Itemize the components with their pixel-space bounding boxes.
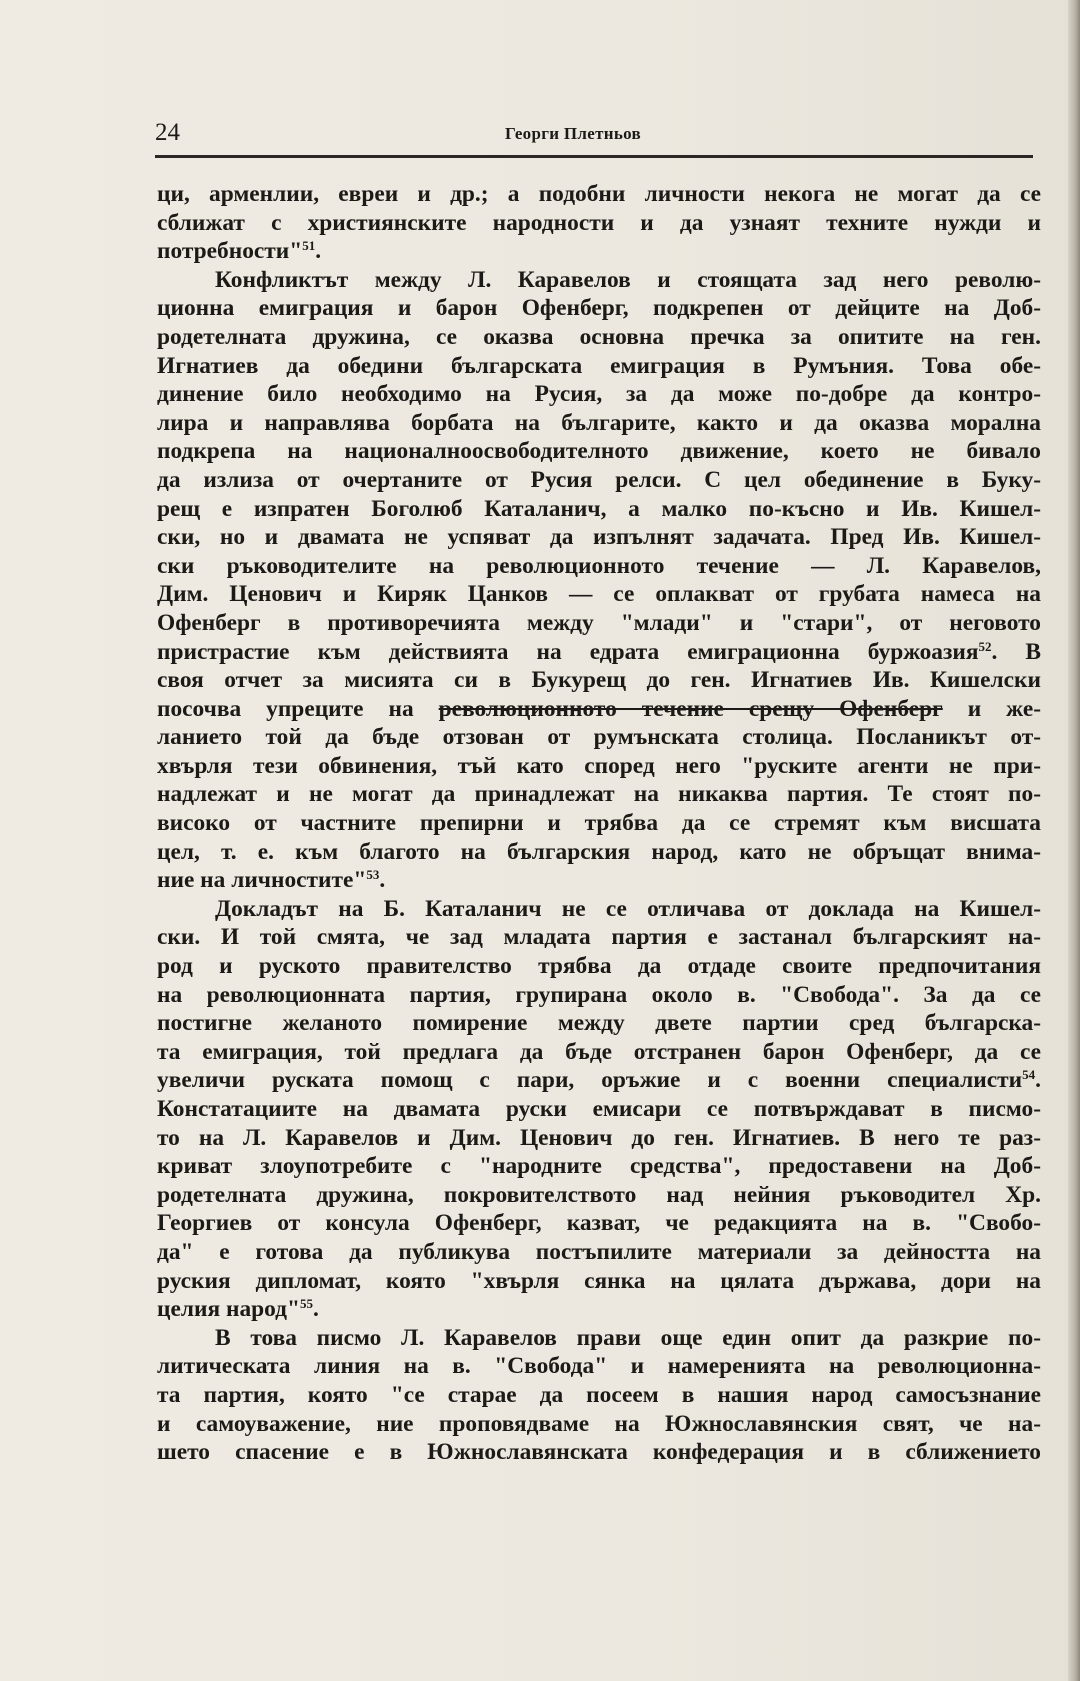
struck-text: революционното течение срещу Офенберг [438,695,943,722]
line-text: потребности" [157,238,303,265]
line-text: целия народ" [157,1296,300,1323]
text-line [157,1009,1041,1038]
text-line [157,1181,1041,1210]
line-text: ски, но и двамата не успяват да изпълнят задачата. Пред Ив. Кишел- [157,524,1041,551]
text-line [157,1152,1041,1181]
text-line [157,1381,1041,1410]
line-text: цел, т. е. към благото на българския народ, като не обръщат внима- [157,838,1041,865]
text-line [157,352,1041,381]
text-line [157,495,1041,524]
line-text-tail: . [379,867,386,894]
text-line [157,380,1041,409]
line-text: та партия, която "се старае да посеем в нашия народ самосъзнание [157,1381,1041,1408]
body-text [157,180,1041,1467]
page-number: 24 [155,119,180,146]
header-rule [155,155,1033,158]
line-text: рещ е изпратен Боголюб Каталанич, а малко по-късно и Ив. Кишел- [157,495,1041,522]
line-text: криват злоупотребите с "народните средства", предоставени на Доб- [157,1153,1041,1180]
footnote-ref: 54 [1022,1067,1036,1083]
line-text: родетелната дружина, покровителството над нейния ръководител Хр. [157,1181,1041,1208]
text-line [157,1209,1041,1238]
line-text: руския дипломат, която "хвърля сянка на цялата държава, дори на [157,1267,1041,1294]
text-line [157,780,1041,809]
line-text: Игнатиев да обедини българската емиграция в Румъния. Това обе- [157,352,1041,379]
line-text: да" е готова да публикува постъпилите материали за дейността на [157,1238,1041,1265]
line-text: род и руското правителство трябва да отдаде своите предпочитания [157,953,1041,980]
text-line [157,523,1041,552]
text-line [157,723,1041,752]
text-line [157,1267,1041,1296]
line-text: увеличи руската помощ с пари, оръжие и с военни специалисти [157,1067,1023,1094]
text-line [157,952,1041,981]
footnote-ref: 52 [978,638,992,654]
text-line [157,1352,1041,1381]
line-text: литическата линия на в. "Свобода" и намеренията на революционна- [157,1353,1041,1380]
line-text: Офенберг в противоречията между "млади" и "стари", от неговото [157,609,1041,636]
line-text-tail: . В [991,638,1042,665]
line-text: ци, арменлии, евреи и др.; а подобни личности некога не могат да се [157,181,1041,207]
text-line [157,1124,1041,1153]
text-line [157,1410,1041,1439]
line-text: ционна емиграция и барон Офенберг, подкрепен от дейците на Доб- [157,295,1041,322]
text-line [157,866,1041,895]
line-text: посочва упреците на [157,695,439,722]
text-line [157,1038,1041,1067]
text-line [157,838,1041,867]
text-line [157,666,1041,695]
footnote-ref: 55 [299,1296,313,1312]
text-line [157,437,1041,466]
text-line [157,180,1041,209]
line-text: на революционната партия, групирана около в. "Свобода". За да се [157,981,1041,1008]
footnote-ref: 53 [366,867,380,883]
line-text: ланието той да бъде отзован от румънската столица. Посланикът от- [157,724,1041,751]
page-header [155,118,1035,148]
text-line [157,580,1041,609]
line-text: Констатациите на двамата руски емисари се потвърждават в писмо- [157,1096,1041,1122]
line-text: да излиза от очертаните от Русия релси. С цел обединение в Буку- [157,466,1041,493]
text-line [157,1438,1041,1467]
line-text: лира и направлява борбата на българите, както и да оказва морална [157,409,1041,436]
line-text-tail: . [315,238,322,265]
text-line [157,609,1041,638]
text-line [157,1295,1041,1324]
line-text-tail: . [1035,1067,1041,1094]
text-line [157,1238,1041,1267]
text-line [157,409,1041,438]
line-text: надлежат и не могат да принадлежат на никаква партия. Те стоят по- [157,781,1041,808]
line-text: динение било необходимо на Русия, за да може по-добре да контро- [157,381,1041,408]
line-text: Конфликтът между Л. Каравелов и стоящата зад него револю- [215,266,1041,293]
text-line [157,895,1041,924]
running-head: Георги Плетньов [505,124,641,143]
line-text-tail: и же- [942,695,1041,722]
line-text: родетелната дружина, се оказва основна пречка за опитите на ген. [157,323,1041,350]
text-line [157,323,1041,352]
text-line [157,923,1041,952]
line-text: сближат с християнските народности и да узнаят техните нужди и [157,209,1041,236]
text-line [157,695,1041,724]
text-line [157,237,1041,266]
page-edge-shadow [1068,0,1080,1681]
text-line [157,1066,1041,1095]
line-text: подкрепа на националноосвободителното движение, което не бивало [157,438,1041,465]
line-text: ски. И той смята, че зад младата партия е застанал българският на- [157,924,1041,951]
line-text: ние на личностите" [157,867,367,894]
line-text: пристрастие към действията на едрата емиграционна буржоазия [157,638,979,665]
text-line [157,209,1041,238]
line-text: високо от частните препирни и трябва да се стремят към висшата [157,810,1041,837]
line-text: то на Л. Каравелов и Дим. Ценович до ген. Игнатиев. В него те раз- [157,1124,1041,1151]
text-line [157,752,1041,781]
text-line [157,638,1041,667]
text-line [157,1324,1041,1353]
text-line [157,809,1041,838]
line-text: В това писмо Л. Каравелов прави още един опит да разкрие по- [215,1324,1041,1351]
footnote-ref: 51 [302,238,316,254]
text-line [157,981,1041,1010]
line-text: ски ръководителите на революционното течение — Л. Каравелов, [157,552,1041,579]
text-line [157,266,1041,295]
line-text: Докладът на Б. Каталанич не се отличава от доклада на Кишел- [215,895,1041,922]
line-text: постигне желаното помирение между двете партии сред българска- [157,1010,1041,1037]
text-line [157,466,1041,495]
line-text: Дим. Ценович и Киряк Цанков — се оплакват от грубата намеса на [157,581,1041,608]
line-text: Георгиев от консула Офенберг, казват, че редакцията на в. "Свобо- [157,1210,1041,1237]
line-text: та емиграция, той предлага да бъде отстранен барон Офенберг, да се [157,1038,1041,1065]
line-text-tail: . [312,1296,319,1323]
text-line [157,552,1041,581]
text-line [157,294,1041,323]
text-line [157,1095,1041,1124]
line-text: и самоуважение, ние проповядваме на Южнославянския свят, че на- [157,1410,1041,1437]
line-text: шето спасение е в Южнославянската конфедерация и в сближението [157,1439,1041,1466]
line-text: хвърля тези обвинения, тъй като според него "руските агенти не при- [157,752,1041,779]
line-text: своя отчет за мисията си в Букурещ до ген. Игнатиев Ив. Кишелски [157,667,1041,694]
